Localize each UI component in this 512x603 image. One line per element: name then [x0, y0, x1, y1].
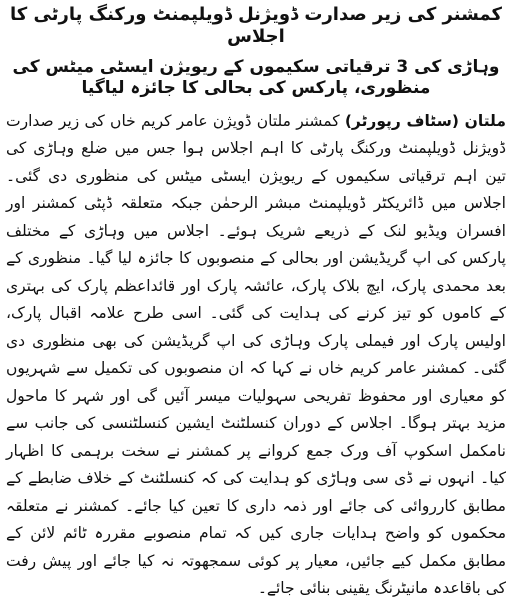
subheadline: وہاڑی کی 3 ترقیاتی سکیموں کے ریویژن ایسٹی میٹس کی منظوری، پارکس کی بحالی کا جائزہ لیاگیا [12, 57, 500, 98]
article-body [6, 108, 506, 603]
dateline: ملتان (سٹاف رپورٹر) [344, 111, 506, 130]
headline: کمشنر کی زیر صدارت ڈویژنل ڈویلپمنٹ ورکنگ پارٹی کا اجلاس [10, 4, 502, 47]
body-text: کمشنر ملتان ڈویژن عامر کریم خاں کی زیر صدارت ڈویژنل ڈویلپمنٹ ورکنگ پارٹی کا اہم اجلاس ہوا جس میں ضلع وہاڑی کی تین اہم ترقیاتی سکیموں کے ریویژن ایسٹی میٹس کی منظوری دی گئی۔ اجلاس میں ڈائریکٹر ڈویلپمنٹ مبشر الرحمٰن جبکہ متعلقہ ڈپٹی کمشنر اور افسران ویڈیو لنک کے ذریعے شریک ہوئے۔ اجلاس میں وہاڑی کے مختلف پارکس کی اپ گریڈیشن اور بحالی کے منصوبوں کا جائزہ لیا گیا۔ منظوری کے بعد محمدی پارک، ایچ بلاک پارک، عائشہ پارک اور قائداعظم پارک کی بہتری کے کاموں کو تیز کرنے کی ہدایت کی گئی۔ اسی طرح علامہ اقبال پارک، اولیس پارک اور فیملی پارک وہاڑی کی اپ گریڈیشن کی بھی منظوری دی گئی۔ کمشنر عامر کریم خاں نے کہا کہ ان منصوبوں کی تکمیل سے شہریوں کو معیاری اور محفوظ تفریحی سہولیات میسر آئیں گی اور شہر کا ماحول مزید بہتر ہوگا۔ اجلاس کے دوران کنسلٹنٹ ایشین کنسلٹنسی کی جانب سے نامکمل اسکوپ آف ورک جمع کروانے پر کمشنر نے سخت برہمی کا اظہار کیا۔ انہوں نے ڈی سی وہاڑی کو ہدایت کی کہ کنسلٹنٹ کے خلاف ضابطے کے مطابق کارروائی کی جائے اور ذمہ داری کا تعین کیا جائے۔ کمشنر نے متعلقہ محکموں کو واضح ہدایات جاری کیں کہ تمام منصوبے مقررہ ٹائم لائن کے مطابق مکمل کیے جائیں، معیار پر کوئی سمجھوتہ نہ کیا جائے اور پیش رفت کی باقاعدہ مانیٹرنگ یقینی بنائی جائے۔ [6, 111, 506, 598]
news-clipping [6, 4, 506, 598]
